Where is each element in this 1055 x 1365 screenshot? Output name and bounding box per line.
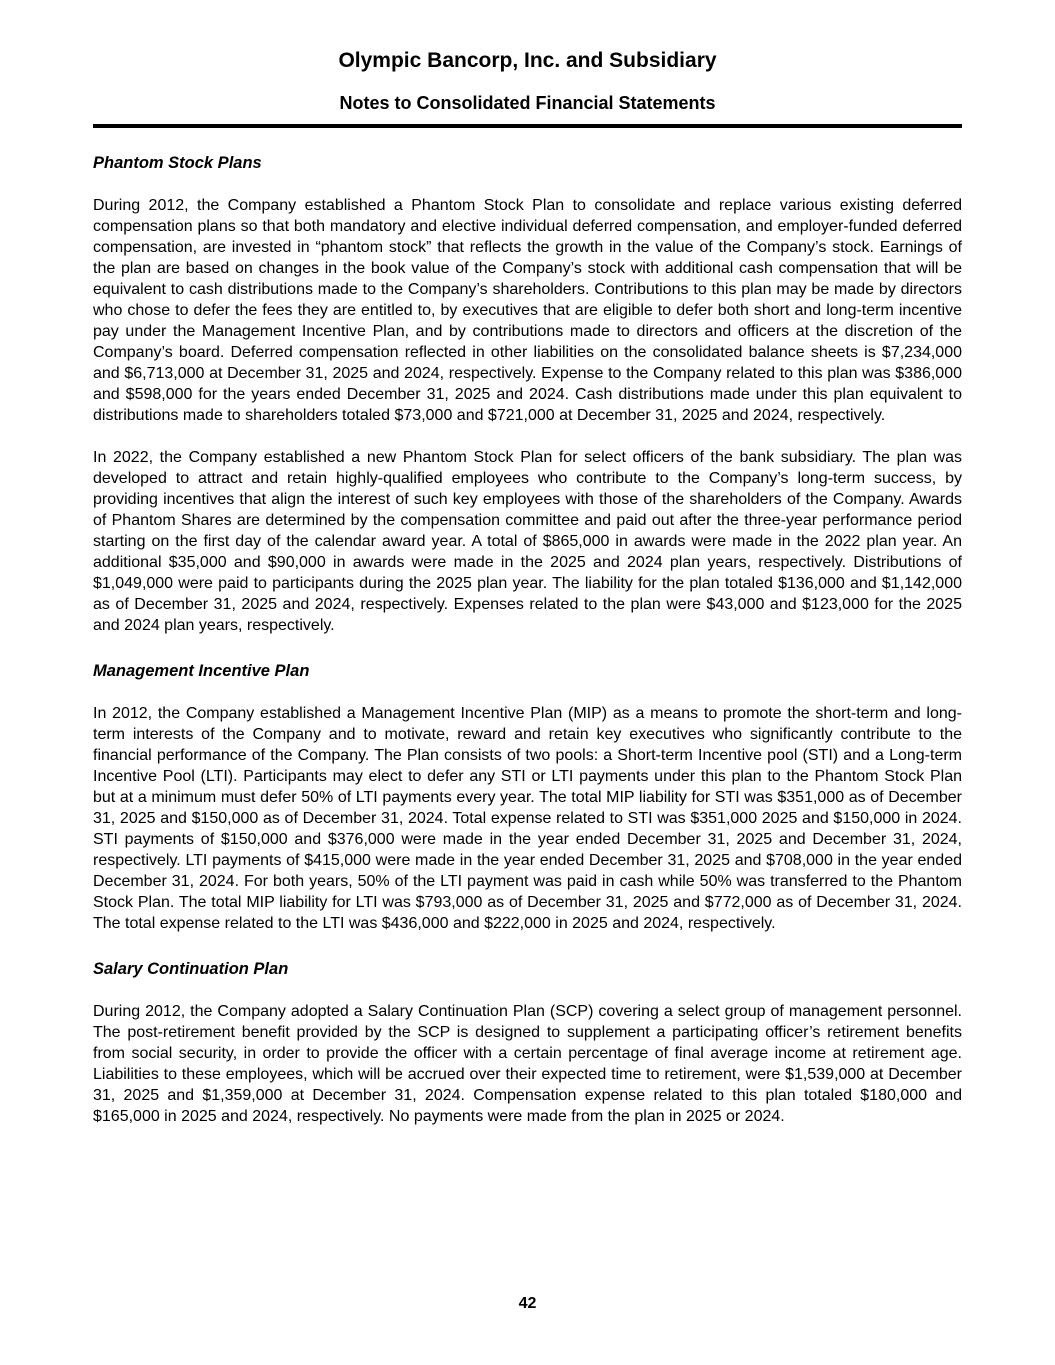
paragraph-salary-continuation-plan-1: During 2012, the Company adopted a Salary Continuation Plan (SCP) covering a select group of management personnel. The post-retirement benefit provided by the SCP is designed to supplement a participating officer’s retirement benefits from social security, in order to provide the officer with a certain percentage of final average income at retirement age. Liabilities to these employees, which will be accrued over their expected time to retirement, were $1,539,000 at December 31, 2025 and $1,359,000 at December 31, 2024. Compensation expense related to this plan totaled $180,000 and $165,000 in 2025 and 2024, respectively. No payments were made from the plan in 2025 or 2024. <box>93 1002 962 1125</box>
page-number: 42 <box>518 1295 537 1312</box>
paragraph-phantom-stock-plans-1: During 2012, the Company established a Phantom Stock Plan to consolidate and replace various existing deferred compensation plans so that both mandatory and elective individual deferred compensation, and employer-funded deferred compensation, are invested in “phantom stock” that reflects the growth in the value of the Company’s stock. Earnings of the plan are based on changes in the book value of the Company’s stock with additional cash compensation that will be equivalent to cash distributions made to the Company’s shareholders. Contributions to this plan may be made by directors who chose to defer the fees they are entitled to, by executives that are eligible to defer both short and long-term incentive pay under the Management Incentive Plan, and by contributions made to directors and officers at the discretion of the Company’s board. Deferred compensation reflected in other liabilities on the consolidated balance sheets is $7,234,000 and $6,713,000 at December 31, 2025 and 2024, respectively. Expense to the Company related to this plan was $386,000 and $598,000 for the years ended December 31, 2025 and 2024. Cash distributions made under this plan equivalent to distributions made to shareholders totaled $73,000 and $721,000 at December 31, 2025 and 2024, respectively. <box>93 196 962 424</box>
document-title: Olympic Bancorp, Inc. and Subsidiary <box>338 49 717 72</box>
document-subtitle: Notes to Consolidated Financial Statements <box>339 93 716 114</box>
paragraph-management-incentive-plan-1: In 2012, the Company established a Management Incentive Plan (MIP) as a means to promote the short-term and long-term interests of the Company and to motivate, reward and retain key executives who significantly contribute to the financial performance of the Company. The Plan consists of two pools: a Short-term Incentive pool (STI) and a Long-term Incentive Pool (LTI). Participants may elect to defer any STI or LTI payments under this plan to the Phantom Stock Plan but at a minimum must defer 50% of LTI payments every year. The total MIP liability for STI was $351,000 as of December 31, 2025 and $150,000 as of December 31, 2024. Total expense related to STI was $351,000 2025 and $150,000 in 2024. STI payments of $150,000 and $376,000 were made in the year ended December 31, 2025 and December 31, 2024, respectively. LTI payments of $415,000 were made in the year ended December 31, 2025 and $708,000 in the year ended December 31, 2024. For both years, 50% of the LTI payment was paid in cash while 50% was transferred to the Phantom Stock Plan. The total MIP liability for LTI was $793,000 as of December 31, 2025 and $772,000 as of December 31, 2024. The total expense related to the LTI was $436,000 and $222,000 in 2025 and 2024, respectively. <box>93 704 962 932</box>
section-heading-management-incentive-plan: Management Incentive Plan <box>93 661 310 680</box>
paragraph-phantom-stock-plans-2: In 2022, the Company established a new Phantom Stock Plan for select officers of the bank subsidiary. The plan was developed to attract and retain highly-qualified employees who contribute to the Company’s long-term success, by providing incentives that align the interest of such key employees with those of the shareholders of the Company. Awards of Phantom Shares are determined by the compensation committee and paid out after the three-year performance period starting on the first day of the calendar award year. A total of $865,000 in awards were made in the 2022 plan year. An additional $35,000 and $90,000 in awards were made in the 2025 and 2024 plan years, respectively. Distributions of $1,049,000 were paid to participants during the 2025 plan year. The liability for the plan totaled $136,000 and $1,142,000 as of December 31, 2025 and 2024, respectively. Expenses related to the plan were $43,000 and $123,000 for the 2025 and 2024 plan years, respectively. <box>93 448 962 634</box>
section-heading-salary-continuation-plan: Salary Continuation Plan <box>93 959 289 978</box>
section-heading-phantom-stock-plans: Phantom Stock Plans <box>93 153 262 172</box>
header-rule <box>93 124 962 128</box>
